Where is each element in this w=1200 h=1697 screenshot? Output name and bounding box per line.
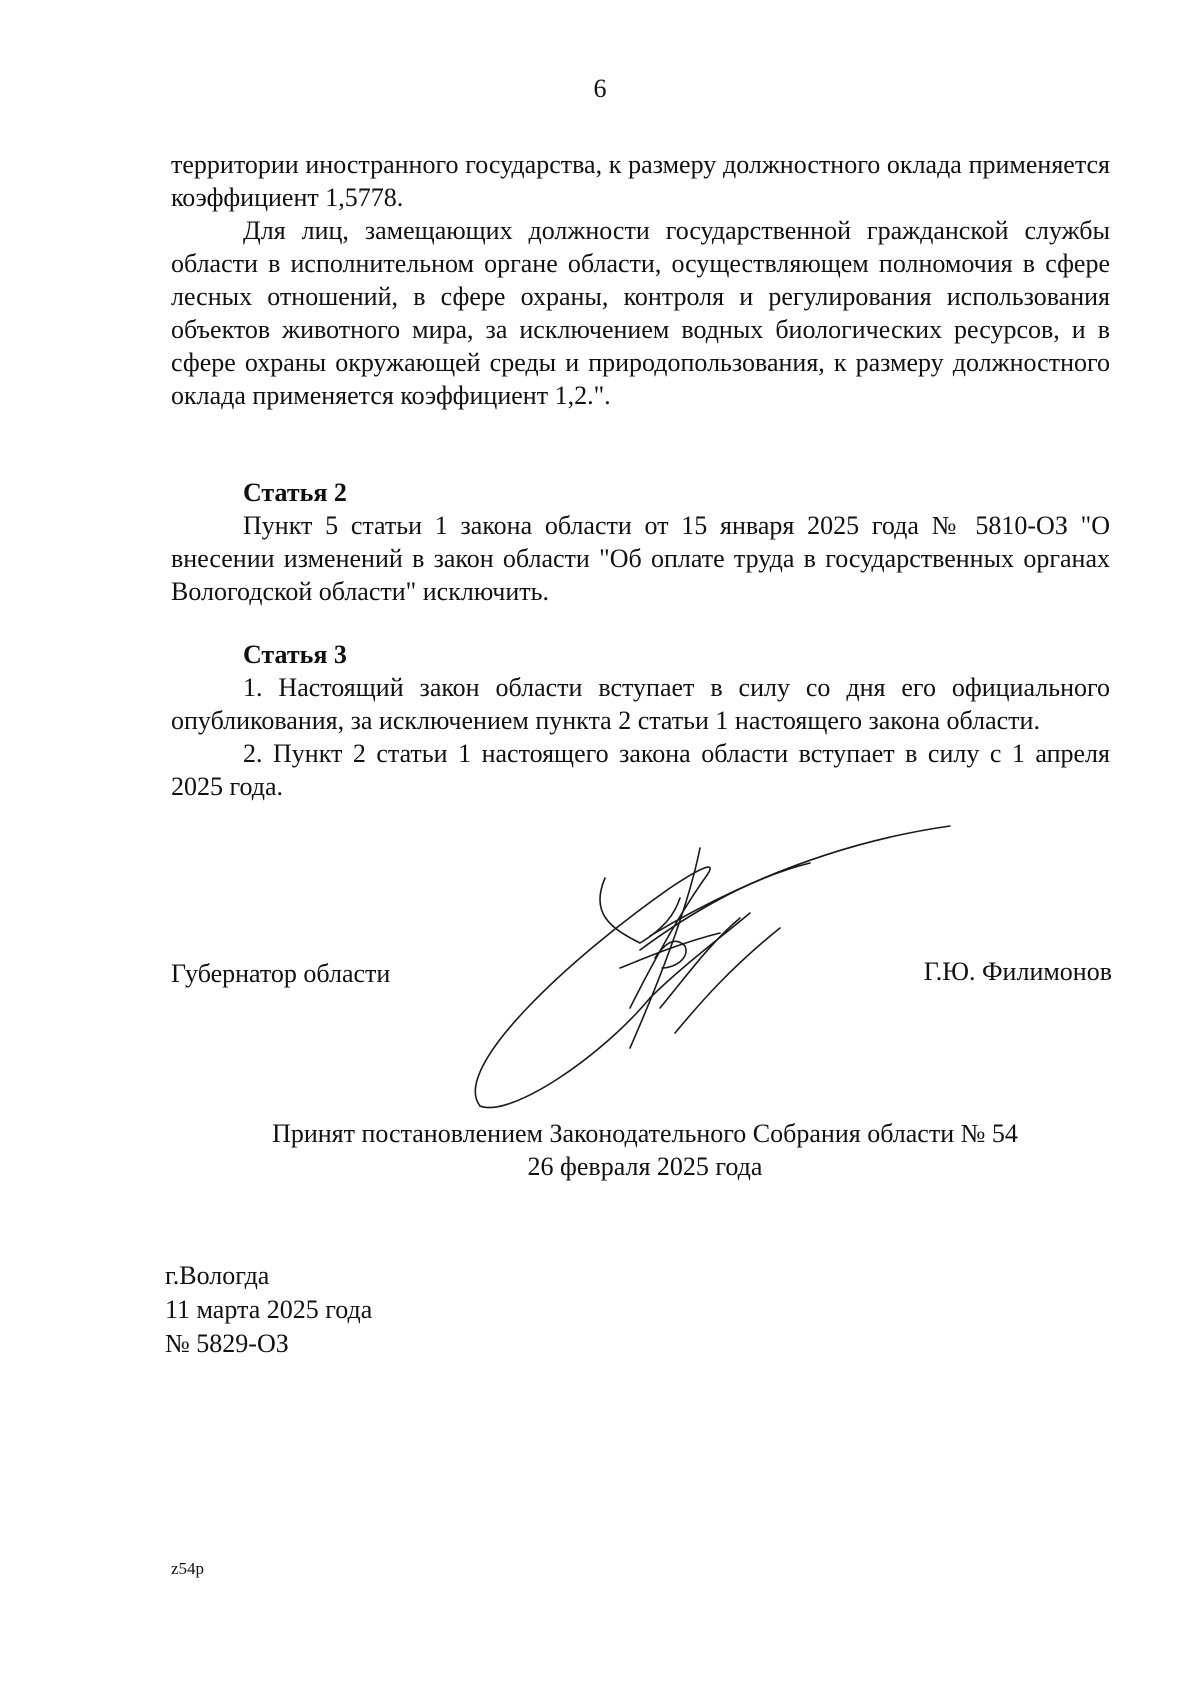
article-3-heading: Статья 3 bbox=[243, 640, 347, 669]
handwritten-signature bbox=[450, 818, 960, 1118]
city: г.Вологда bbox=[165, 1261, 270, 1290]
signing-date: 11 марта 2025 года bbox=[165, 1295, 373, 1324]
law-number: № 5829-ОЗ bbox=[165, 1329, 289, 1358]
signatory-title: Губернатор области bbox=[171, 959, 391, 988]
page-number: 6 bbox=[593, 74, 607, 103]
article-2-heading: Статья 2 bbox=[243, 478, 347, 507]
article-3 bbox=[171, 638, 1110, 803]
paragraph-coefficient: Для лиц, замещающих должности государственной гражданской службы области в исполнительном органе области, осуществляющем полномочия в сфере лесных отношений, в сфере охраны, контроля и регулирования использования объектов животного мира, за исключением водных биологических ресурсов, и в сфере охраны окружающей среды и природопользования, к размеру должностного оклада применяется коэффициент 1,2.". bbox=[171, 216, 1110, 410]
footer-code: z54p bbox=[171, 1559, 205, 1578]
signatory-name: Г.Ю. Филимонов bbox=[923, 957, 1112, 986]
paragraph-continuation: территории иностранного государства, к размеру должностного оклада применяется коэффициент 1,5778. bbox=[171, 150, 1110, 212]
adoption-date: 26 февраля 2025 года bbox=[527, 1152, 763, 1181]
article-2 bbox=[171, 476, 1110, 608]
article-2-text: Пункт 5 статьи 1 закона области от 15 января 2025 года № 5810-ОЗ "О внесении изменений в закон области "Об оплате труда в государственных органах Вологодской области" исключить. bbox=[171, 511, 1110, 606]
place-date-number bbox=[165, 1259, 372, 1361]
adoption-note bbox=[0, 1117, 1200, 1183]
article-3-item-2: 2. Пункт 2 статьи 1 настоящего закона области вступает в силу с 1 апреля 2025 года. bbox=[171, 739, 1110, 801]
top-paragraphs bbox=[171, 148, 1110, 412]
article-3-item-1: 1. Настоящий закон области вступает в силу со дня его официального опубликования, за исключением пункта 2 статьи 1 настоящего закона области. bbox=[171, 673, 1110, 735]
adoption-line-1: Принят постановлением Законодательного Собрания области № 54 bbox=[272, 1119, 1018, 1148]
